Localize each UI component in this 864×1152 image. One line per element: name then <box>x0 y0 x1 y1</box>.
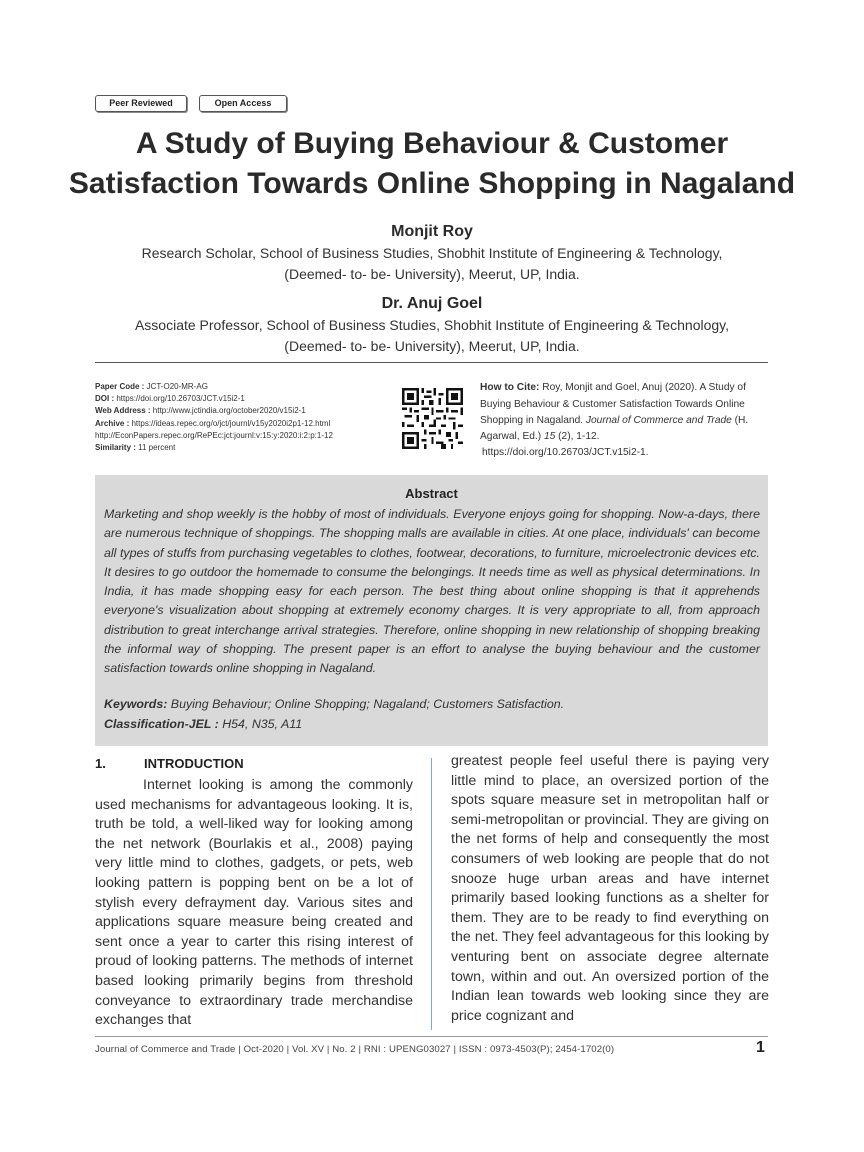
footer-journal-info: Journal of Commerce and Trade | Oct-2020 | Vol. XV | No. 2 | RNI : UPENG03027 | ISSN : 0973-4503(P); 2454-1702(0) <box>95 1044 615 1055</box>
body-column-right: greatest people feel useful there is paying very little mind to place, an oversized portion of the spots square measure set in metropolitan half or semi-metropolitan or provincial. They are giving on the net forms of help and consequently the most consumers of web looking are people that do not snooze huge urban areas and have internet primarily based looking functions as a shelter for them. They are to be ready to find everything on the net. They feel advantageous for this looking by venturing bent on associate degree alternate town, within and out. An oversized portion of the Indian lean towards web looking since they are price cognizant and <box>451 753 769 1024</box>
qr-code-icon <box>402 388 463 449</box>
doi-line: DOI : https://doi.org/10.26703/JCT.v15i2-1 <box>95 394 245 403</box>
section-title: INTRODUCTION <box>144 756 244 771</box>
econpapers-link[interactable]: http://EconPapers.repec.org/RePEc:jct:journl:v:15:y:2020:i:2:p:1-12 <box>95 431 333 440</box>
author-affiliation-2b: (Deemed- to- be- University), Meerut, UP, India. <box>284 338 580 354</box>
similarity-line: Similarity : 11 percent <box>95 443 176 452</box>
paper-title-line-1: A Study of Buying Behaviour & Customer <box>135 127 729 160</box>
author-name-1: Monjit Roy <box>391 223 473 240</box>
author-affiliation-2a: Associate Professor, School of Business Studies, Shobhit Institute of Engineering & Technology, <box>134 317 730 333</box>
abstract-text: Marketing and shop weekly is the hobby of most of individuals. Everyone enjoys going for shopping. Now-a-days, there are numerous technique of shoppings. The shopping malls are available in cities. At one place, individuals' can become all types of stuffs from purchasing vegetables to clothes, footwear, decorations, to furniture, microelectronic devices etc. It desires to go outdoor the homemade to consume the belongings. It needs time as well as physical determinations. In India, it has made shopping easy for each person. The best thing about online shopping is that it apprehends everyone's visualization about shopping at extremely economy charges. It is very appropriate to all, from approach distribution to great interchange arrival strategies. Therefore, online shopping in new relationship of shopping breaking the informal way of shopping. The present paper is an effort to analyse the buying behaviour and the customer satisfaction towards online shopping in Nagaland. <box>104 507 760 676</box>
paper-code: Paper Code : JCT-O20-MR-AG <box>95 382 208 391</box>
page-number: 1 <box>756 1039 765 1056</box>
author-affiliation-1b: (Deemed- to- be- University), Meerut, UP, India. <box>284 266 580 282</box>
web-address-line: Web Address : http://www.jctindia.org/october2020/v15i2-1 <box>95 406 306 415</box>
author-affiliation-1a: Research Scholar, School of Business Studies, Shobhit Institute of Engineering & Technology, <box>141 245 723 261</box>
section-number: 1. <box>95 756 106 771</box>
cite-line-3: Shopping in Nagaland. Journal of Commerce and Trade (H. <box>480 415 749 426</box>
paper-title-line-2: Satisfaction Towards Online Shopping in Nagaland <box>68 167 796 200</box>
header-divider <box>95 362 768 363</box>
jel-classification-line: Classification-JEL : H54, N35, A11 <box>104 717 303 731</box>
cite-doi-link[interactable]: https://doi.org/10.26703/JCT.v15i2-1. <box>482 447 649 458</box>
archive-line: Archive : https://ideas.repec.org/o/jct/journl/v15y2020i2p1-12.html <box>95 419 331 428</box>
open-access-badge: Open Access <box>199 95 287 112</box>
keywords-line: Keywords: Buying Behaviour; Online Shopping; Nagaland; Customers Satisfaction. <box>104 697 565 711</box>
author-name-2: Dr. Anuj Goel <box>381 295 483 312</box>
cite-line-4: Agarwal, Ed.) 15 (2), 1-12. <box>480 431 600 442</box>
doi-link[interactable]: https://doi.org/10.26703/JCT.v15i2-1 <box>116 394 245 403</box>
column-divider <box>431 758 432 1030</box>
footer-divider <box>95 1036 768 1037</box>
peer-reviewed-badge: Peer Reviewed <box>95 95 187 112</box>
cite-line-1: How to Cite: Roy, Monjit and Goel, Anuj (2020). A Study of <box>480 382 746 393</box>
archive-link[interactable]: https://ideas.repec.org/o/jct/journl/v15y2020i2p1-12.html <box>131 419 331 428</box>
web-address-link[interactable]: http://www.jctindia.org/october2020/v15i2-1 <box>152 406 306 415</box>
cite-line-2: Buying Behaviour & Customer Satisfaction Towards Online <box>480 399 745 410</box>
abstract-heading: Abstract <box>405 486 458 501</box>
body-column-left: Internet looking is among the commonly used mechanisms for advantageous looking. It is, truth be told, a well-liked way for looking among the net network (Bourlakis et al., 2008) paying very little mind to clothes, gadgets, or pets, web looking pattern is popping bent on be a lot of stylish every defrayment day. Various sites and applications square measure being created and sent once a year to carter this rising interest of proud of looking patterns. The methods of internet based looking primarily begins from threshold conveyance to extraordinary trade merchandise exchanges that <box>95 777 413 1029</box>
